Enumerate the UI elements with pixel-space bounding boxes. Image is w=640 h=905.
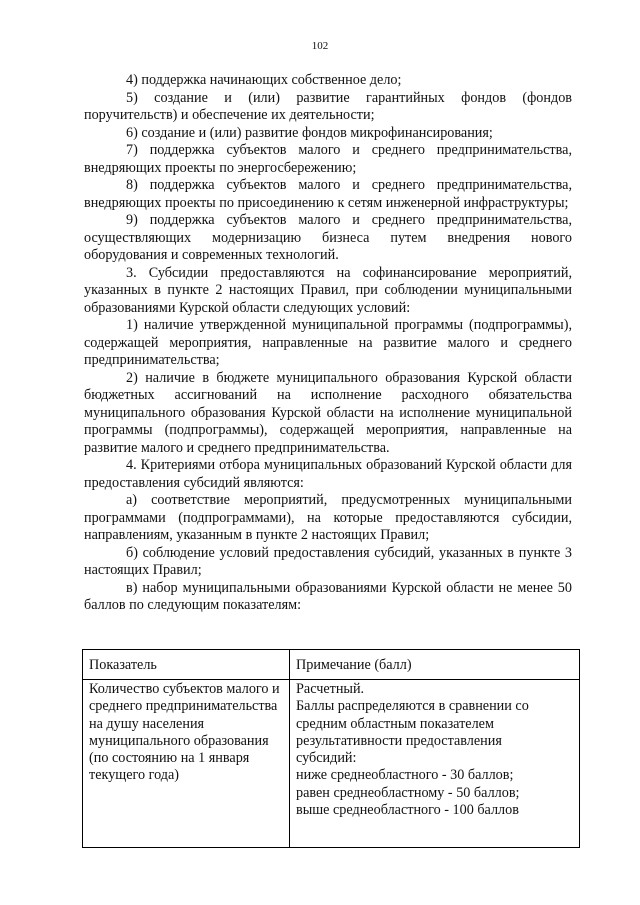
paragraph: 3. Субсидии предоставляются на софинансирование мероприятий, указанных в пункте 2 настоящих Правил, при соблюдении муниципальными образованиями Курской области следующих условий: [84,264,572,316]
note-line: Расчетный. [296,681,365,697]
note-line: Баллы распределяются в сравнении со [296,698,529,715]
note-line: равен среднеобластному - 50 баллов; [296,784,520,801]
paragraph: 5) создание и (или) развитие гарантийных фондов (фондов поручительств) и обеспечение их деятельности; [84,89,572,123]
paragraph: в) набор муниципальными образованиями Курской области не менее 50 баллов по следующим показателям: [84,579,572,613]
paragraph: а) соответствие мероприятий, предусмотренных муниципальными программами (подпрограммами), на которые предоставляются субсидии, направлениям, указанным в пункте 2 настоящих Правил; [84,492,572,543]
page-number: 102 [311,40,329,52]
criteria-table [82,649,580,848]
paragraph: 7) поддержка субъектов малого и среднего предпринимательства, внедряющих проекты по энергосбережению; [84,142,572,176]
paragraph: 1) наличие утвержденной муниципальной программы (подпрограммы), содержащей мероприятия, направленные на развитие малого и среднего предпринимательства; [84,317,572,368]
paragraph: 4) поддержка начинающих собственное дело; [126,72,402,88]
note-cell [290,680,580,848]
paragraph: 8) поддержка субъектов малого и среднего предпринимательства, внедряющих проекты по присоединению к сетям инженерной инфраструктуры; [84,177,572,211]
table-header-row [83,650,580,680]
paragraph: 4. Критериями отбора муниципальных образований Курской области для предоставления субсидий являются: [84,457,572,491]
note-line: выше среднеобластного - 100 баллов [296,802,519,819]
paragraph: 2) наличие в бюджете муниципального образования Курской области бюджетных ассигнований на исполнение расходного обязательства муниципального образования Курской области на исполнение муниципальной программы (подпрограммы), содержащей мероприятия, направленные на развитие малого и среднего предпринимательства. [84,369,572,456]
paragraph: 6) создание и (или) развитие фондов микрофинансирования; [126,124,493,141]
paragraph: 9) поддержка субъектов малого и среднего предпринимательства, осуществляющих модернизацию бизнеса путем внедрения нового оборудования и современных технологий. [84,212,572,263]
note-line: результативности предоставления [296,732,502,749]
note-line: средним областным показателем [296,715,494,732]
body-text [84,72,572,615]
note-line: ниже среднеобластного - 30 баллов; [296,767,514,784]
indicator-cell: Количество субъектов малого и среднего предпринимательства на душу населения муниципального образования (по состоянию на 1 января текущего года) [83,680,290,848]
table-header-indicator: Показатель [83,650,290,680]
table-row [83,680,580,848]
paragraph: б) соблюдение условий предоставления субсидий, указанных в пункте 3 настоящих Правил; [84,544,572,578]
table-header-note: Примечание (балл) [290,650,580,680]
note-line: субсидий: [296,750,357,767]
